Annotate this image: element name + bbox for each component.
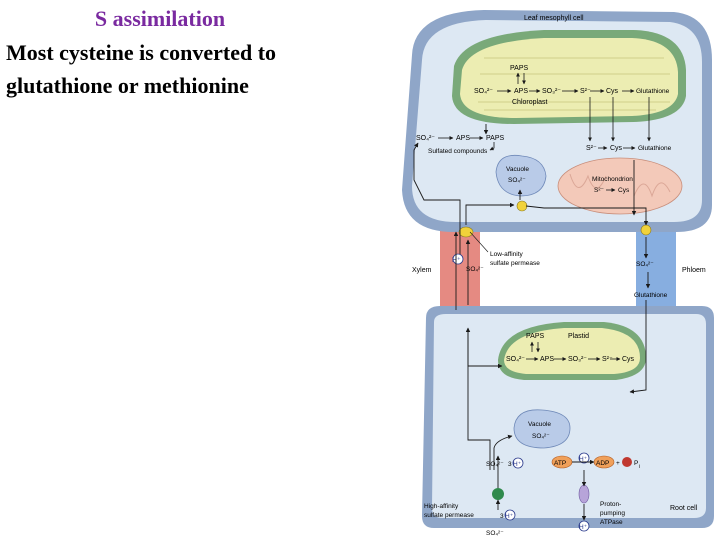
pi-circle — [622, 457, 632, 467]
slide-title: S assimilation — [94, 6, 226, 31]
plastid-paps: PAPS — [526, 333, 545, 340]
leaf-vacuole-label: Vacuole — [506, 166, 530, 173]
root-vacuole-so4: SO₄²⁻ — [532, 433, 550, 440]
root-membrane-so4: SO₄²⁻ — [486, 461, 504, 468]
leaf-cytosol-so4: SO₄²⁻ — [416, 135, 435, 142]
pump-label-line2: pumping — [600, 510, 625, 517]
external-so4: SO₄²⁻ — [486, 530, 504, 537]
mitochondrion-cys: Cys — [618, 187, 630, 194]
plastid-aps: APS — [540, 356, 555, 363]
xylem-unloading-transporter — [459, 227, 473, 237]
phloem-so4: SO₄²⁻ — [636, 261, 654, 268]
plastid-so3: SO₃²⁻ — [568, 356, 587, 363]
pump-proton-outside: H⁺ — [579, 524, 588, 531]
leaf-cytosol-paps: PAPS — [486, 135, 505, 142]
root-membrane-pi-subscript: i — [639, 464, 641, 470]
chloroplast-glutathione: Glutathione — [636, 88, 670, 95]
root-membrane-atp: ATP — [554, 460, 567, 467]
pump-proton-inside: H⁺ — [579, 456, 588, 463]
leaf-cytosol-sulfated-compounds: Sulfated compounds — [428, 148, 488, 155]
mitochondrion-label: Mitochondrion — [592, 176, 633, 183]
leaf-cytosol-s2: S²⁻ — [586, 145, 597, 152]
leaf-cytosol-glutathione: Glutathione — [638, 145, 672, 152]
chloroplast-so3: SO₃²⁻ — [542, 88, 561, 95]
external-proton: H⁺ — [505, 513, 514, 520]
leaf-vacuole-so4: SO₄²⁻ — [508, 177, 526, 184]
phloem-glutathione: Glutathione — [634, 292, 668, 299]
xylem-so4: SO₄²⁻ — [466, 266, 484, 273]
external-three: 3 — [500, 513, 504, 520]
root-vacuole — [514, 410, 570, 448]
proton-pumping-atpase — [579, 485, 589, 503]
high-affinity-permease-line1: High-affinity — [424, 503, 459, 510]
chloroplast-cys: Cys — [606, 88, 619, 95]
mitochondrion — [558, 158, 682, 214]
root-membrane-adp: ADP — [596, 460, 610, 467]
slide-body-line-1: Most cysteine is converted to — [6, 40, 277, 65]
mitochondrion-s2: S²⁻ — [594, 187, 604, 194]
pump-label-line1: Proton- — [600, 501, 622, 508]
chloroplast-aps: APS — [514, 88, 529, 95]
high-affinity-permease — [492, 488, 504, 500]
low-affinity-permease-line1: Low-affinity — [490, 251, 523, 258]
plastid-cys: Cys — [622, 356, 635, 363]
chloroplast-s2: S²⁻ — [580, 88, 591, 95]
low-affinity-permease-line2: sulfate permease — [490, 260, 540, 267]
pump-label-line3: ATPase — [600, 519, 623, 526]
root-membrane-three: 3 — [508, 461, 512, 468]
slide-body-line-2: glutathione or methionine — [6, 73, 249, 98]
plastid-s2: S²⁻ — [602, 356, 613, 363]
leaf-cell-label: Leaf mesophyll cell — [524, 15, 584, 22]
leaf-cytosol-cys: Cys — [610, 145, 623, 152]
root-cell-label: Root cell — [670, 505, 698, 512]
leaf-cytosol-aps: APS — [456, 135, 471, 142]
leaf-cell-sulfate-transporter — [517, 201, 527, 211]
root-membrane-proton: H⁺ — [513, 461, 522, 468]
plastid-so4: SO₄²⁻ — [506, 356, 525, 363]
phloem-loading-transporter — [641, 225, 651, 235]
root-membrane-pi: P — [634, 460, 639, 467]
chloroplast-so4: SO₄²⁻ — [474, 88, 493, 95]
chloroplast-label: Chloroplast — [512, 99, 548, 106]
phloem-label: Phloem — [682, 267, 706, 274]
root-membrane-plus: + — [616, 460, 620, 467]
xylem-label: Xylem — [412, 267, 432, 274]
root-vacuole-label: Vacuole — [528, 421, 552, 428]
sulfur-assimilation-diagram — [394, 0, 720, 540]
plastid-label: Plastid — [568, 333, 590, 340]
leaf-vacuole — [496, 155, 546, 196]
xylem-proton: H⁺ — [452, 257, 461, 264]
high-affinity-permease-line2: sulfate permease — [424, 512, 474, 519]
chloroplast-paps: PAPS — [510, 65, 529, 72]
